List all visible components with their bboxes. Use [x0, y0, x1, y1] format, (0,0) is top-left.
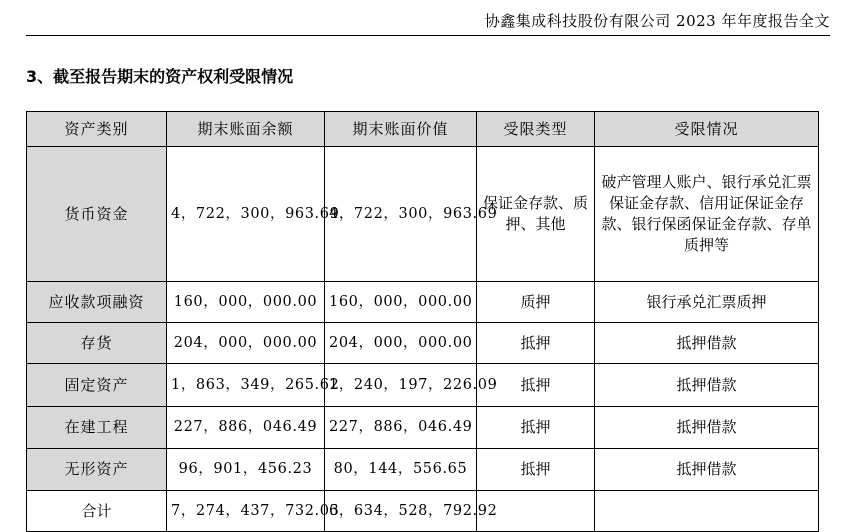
ending-book-value-cell: 227，886，046.49 — [325, 407, 477, 449]
ending-balance-cell: 160，000，000.00 — [167, 282, 325, 323]
table-row — [27, 282, 819, 323]
column-header-ending-book-value: 期末账面价值 — [325, 112, 477, 147]
asset-category-cell: 在建工程 — [27, 407, 167, 449]
ending-balance-cell: 1，863，349，265.62 — [167, 364, 325, 407]
section-title: 3、截至报告期末的资产权利受限情况 — [26, 67, 294, 86]
ending-book-value-cell: 4，722，300，963.69 — [325, 147, 477, 282]
total-ending-book-value-cell: 6，634，528，792.92 — [325, 491, 477, 532]
ending-book-value-cell: 80，144，556.65 — [325, 449, 477, 491]
asset-category-cell: 货币资金 — [27, 147, 167, 282]
ending-book-value-cell: 160，000，000.00 — [325, 282, 477, 323]
column-header-restriction-detail: 受限情况 — [595, 112, 819, 147]
restricted-assets-table — [26, 111, 819, 532]
restriction-type-cell: 抵押 — [477, 364, 595, 407]
restriction-type-cell: 质押 — [477, 282, 595, 323]
ending-book-value-cell: 204，000，000.00 — [325, 323, 477, 364]
total-row — [27, 491, 819, 532]
restriction-type-cell: 抵押 — [477, 449, 595, 491]
total-restriction-detail-cell — [595, 491, 819, 532]
ending-balance-cell: 96，901，456.23 — [167, 449, 325, 491]
restriction-type-cell: 抵押 — [477, 323, 595, 364]
table-row — [27, 407, 819, 449]
column-header-asset-category: 资产类别 — [27, 112, 167, 147]
total-ending-balance-cell: 7，274，437，732.03 — [167, 491, 325, 532]
asset-category-cell: 应收款项融资 — [27, 282, 167, 323]
table-row — [27, 364, 819, 407]
restriction-detail-cell: 抵押借款 — [595, 449, 819, 491]
table-row — [27, 323, 819, 364]
restriction-detail-cell: 银行承兑汇票质押 — [595, 282, 819, 323]
column-header-restriction-type: 受限类型 — [477, 112, 595, 147]
asset-category-cell: 存货 — [27, 323, 167, 364]
restriction-detail-cell: 破产管理人账户、银行承兑汇票保证金存款、信用证保证金存款、银行保函保证金存款、存单质押等 — [595, 147, 819, 282]
restriction-detail-cell: 抵押借款 — [595, 364, 819, 407]
header-divider — [26, 35, 830, 36]
total-restriction-type-cell — [477, 491, 595, 532]
ending-balance-cell: 4，722，300，963.69 — [167, 147, 325, 282]
table-row — [27, 147, 819, 282]
asset-category-cell: 无形资产 — [27, 449, 167, 491]
ending-balance-cell: 227，886，046.49 — [167, 407, 325, 449]
restriction-type-cell: 保证金存款、质押、其他 — [477, 147, 595, 282]
restriction-detail-cell: 抵押借款 — [595, 323, 819, 364]
total-label-cell: 合计 — [27, 491, 167, 532]
table-row — [27, 449, 819, 491]
ending-balance-cell: 204，000，000.00 — [167, 323, 325, 364]
table-header-row — [27, 112, 819, 147]
report-header-title: 协鑫集成科技股份有限公司 2023 年年度报告全文 — [484, 12, 830, 30]
asset-category-cell: 固定资产 — [27, 364, 167, 407]
ending-book-value-cell: 1，240，197，226.09 — [325, 364, 477, 407]
restriction-detail-cell: 抵押借款 — [595, 407, 819, 449]
column-header-ending-balance: 期末账面余额 — [167, 112, 325, 147]
restriction-type-cell: 抵押 — [477, 407, 595, 449]
